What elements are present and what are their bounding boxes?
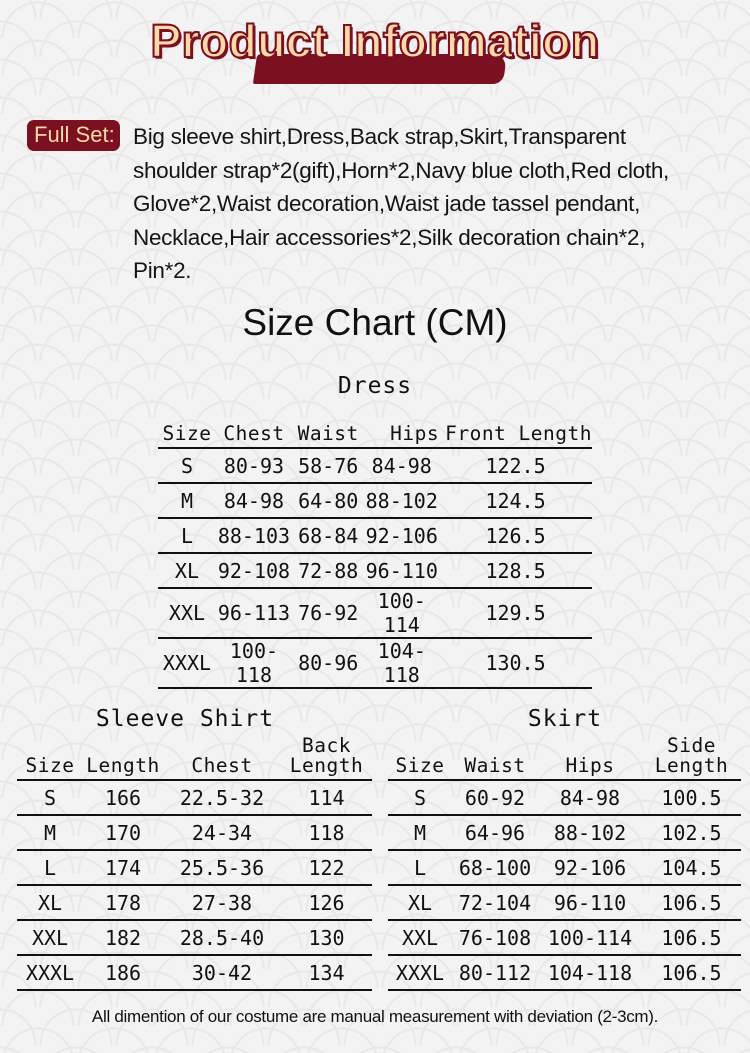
header-hips: Hips: [390, 422, 440, 445]
cell-hips: 84-98: [538, 780, 642, 815]
skirt-caption: Skirt: [527, 706, 603, 732]
cell-side-length: 100.5: [642, 780, 741, 815]
table-row: [158, 448, 592, 483]
dress-size-table: [158, 410, 592, 689]
cell-chest: 100-118: [216, 638, 292, 688]
cell-hips: 104-118: [364, 638, 439, 688]
cell-chest: 22.5-32: [163, 780, 281, 815]
header-size: Size: [395, 754, 445, 777]
cell-waist: 58-76: [292, 448, 364, 483]
cell-front-length: 126.5: [439, 518, 592, 553]
header-back-length-bottom: Length: [289, 754, 364, 777]
table-row: [388, 955, 741, 990]
cell-chest: 96-113: [216, 588, 292, 638]
full-set-line: Glove*2,Waist decoration,Waist jade tassel pendant,: [133, 191, 641, 216]
full-set-line: Necklace,Hair accessories*2,Silk decoration chain*2,: [133, 224, 646, 250]
table-row: [388, 885, 741, 920]
cell-size: L: [388, 850, 452, 885]
full-set-line: Big sleeve shirt,Dress,Back strap,Skirt,Transparent: [133, 124, 626, 149]
cell-chest: 28.5-40: [163, 920, 281, 955]
cell-chest: 27-38: [163, 885, 281, 920]
cell-size: XL: [158, 553, 216, 588]
cell-waist: 72-88: [292, 553, 364, 588]
cell-length: 178: [83, 885, 163, 920]
cell-waist: 64-80: [292, 483, 364, 518]
table-header-row: [388, 736, 741, 780]
cell-size: XXXL: [388, 955, 452, 990]
cell-waist: 76-108: [452, 920, 538, 955]
cell-length: 186: [83, 955, 163, 990]
header-side-length-top: Side: [667, 734, 716, 757]
header-side-length: [642, 736, 741, 780]
cell-waist: 80-96: [292, 638, 364, 688]
full-set-badge: Full Set:: [27, 120, 120, 151]
cell-front-length: 129.5: [439, 588, 592, 638]
cell-chest: 25.5-36: [163, 850, 281, 885]
cell-size: S: [17, 780, 83, 815]
table-row: [388, 815, 741, 850]
table-row: [388, 780, 741, 815]
cell-hips: 96-110: [538, 885, 642, 920]
cell-waist: 68-84: [292, 518, 364, 553]
header-hips: Hips: [565, 754, 615, 777]
table-row: [388, 920, 741, 955]
full-set-items: [133, 120, 727, 288]
measurement-note: All dimention of our costume are manual measurement with deviation (2-3cm).: [91, 1007, 659, 1026]
cell-hips: 92-106: [538, 850, 642, 885]
cell-back-length: 122: [281, 850, 372, 885]
table-row: [158, 553, 592, 588]
cell-side-length: 102.5: [642, 815, 741, 850]
cell-front-length: 130.5: [439, 638, 592, 688]
table-row: [388, 850, 741, 885]
cell-waist: 80-112: [452, 955, 538, 990]
header-waist: Waist: [464, 754, 526, 777]
cell-hips: 88-102: [538, 815, 642, 850]
cell-length: 174: [83, 850, 163, 885]
cell-back-length: 118: [281, 815, 372, 850]
full-set-line: shoulder strap*2(gift),Horn*2,Navy blue cloth,Red cloth,: [133, 157, 669, 183]
cell-size: XXXL: [158, 638, 216, 688]
table-row: [17, 885, 372, 920]
table-row: [17, 850, 372, 885]
cell-chest: 92-108: [216, 553, 292, 588]
cell-side-length: 106.5: [642, 885, 741, 920]
cell-hips: 96-110: [364, 553, 439, 588]
cell-hips: 100-114: [364, 588, 439, 638]
cell-waist: 64-96: [452, 815, 538, 850]
cell-chest: 30-42: [163, 955, 281, 990]
header-chest: Chest: [223, 422, 285, 445]
table-row: [158, 483, 592, 518]
cell-hips: 100-114: [538, 920, 642, 955]
cell-size: XXL: [158, 588, 216, 638]
header-waist: Waist: [297, 422, 359, 445]
cell-size: L: [17, 850, 83, 885]
sleeve-shirt-caption: Sleeve Shirt: [95, 706, 275, 732]
cell-size: XL: [17, 885, 83, 920]
cell-hips: 84-98: [364, 448, 439, 483]
size-chart-title: Size Chart (CM): [242, 302, 508, 343]
skirt-size-table: [388, 736, 741, 991]
header-size: Size: [162, 422, 212, 445]
cell-front-length: 128.5: [439, 553, 592, 588]
cell-hips: 104-118: [538, 955, 642, 990]
table-row: [17, 780, 372, 815]
cell-size: M: [158, 483, 216, 518]
cell-front-length: 124.5: [439, 483, 592, 518]
cell-size: S: [158, 448, 216, 483]
table-header-row: [158, 410, 592, 448]
cell-chest: 84-98: [216, 483, 292, 518]
header-chest: Chest: [191, 754, 253, 777]
header-size: Size: [25, 754, 75, 777]
cell-size: XXL: [388, 920, 452, 955]
cell-waist: 76-92: [292, 588, 364, 638]
header: [0, 14, 750, 68]
table-row: [158, 518, 592, 553]
table-row: [17, 955, 372, 990]
full-set-section: [27, 120, 727, 288]
header-front-length: Front Length: [445, 422, 592, 445]
table-row: [158, 638, 592, 688]
cell-side-length: 104.5: [642, 850, 741, 885]
cell-size: XXL: [17, 920, 83, 955]
cell-back-length: 130: [281, 920, 372, 955]
cell-waist: 72-104: [452, 885, 538, 920]
cell-hips: 92-106: [364, 518, 439, 553]
table-row: [17, 920, 372, 955]
cell-size: XL: [388, 885, 452, 920]
header-back-length-top: Back: [302, 734, 351, 757]
sleeve-shirt-size-table: [17, 736, 372, 991]
cell-front-length: 122.5: [439, 448, 592, 483]
cell-back-length: 114: [281, 780, 372, 815]
dress-caption: Dress: [337, 373, 413, 399]
cell-length: 170: [83, 815, 163, 850]
header-length: Length: [86, 754, 160, 777]
cell-back-length: 126: [281, 885, 372, 920]
cell-chest: 80-93: [216, 448, 292, 483]
cell-waist: 68-100: [452, 850, 538, 885]
cell-size: M: [17, 815, 83, 850]
cell-chest: 24-34: [163, 815, 281, 850]
cell-waist: 60-92: [452, 780, 538, 815]
header-side-length-bottom: Length: [654, 754, 729, 777]
full-set-line: Pin*2.: [133, 258, 192, 283]
table-row: [17, 815, 372, 850]
cell-length: 166: [83, 780, 163, 815]
cell-size: M: [388, 815, 452, 850]
cell-side-length: 106.5: [642, 920, 741, 955]
cell-hips: 88-102: [364, 483, 439, 518]
page-title: Product Information: [150, 15, 600, 67]
cell-side-length: 106.5: [642, 955, 741, 990]
cell-length: 182: [83, 920, 163, 955]
table-header-row: [17, 736, 372, 780]
cell-back-length: 134: [281, 955, 372, 990]
table-row: [158, 588, 592, 638]
cell-size: XXXL: [17, 955, 83, 990]
header-back-length: [281, 736, 372, 780]
cell-size: S: [388, 780, 452, 815]
cell-chest: 88-103: [216, 518, 292, 553]
cell-size: L: [158, 518, 216, 553]
